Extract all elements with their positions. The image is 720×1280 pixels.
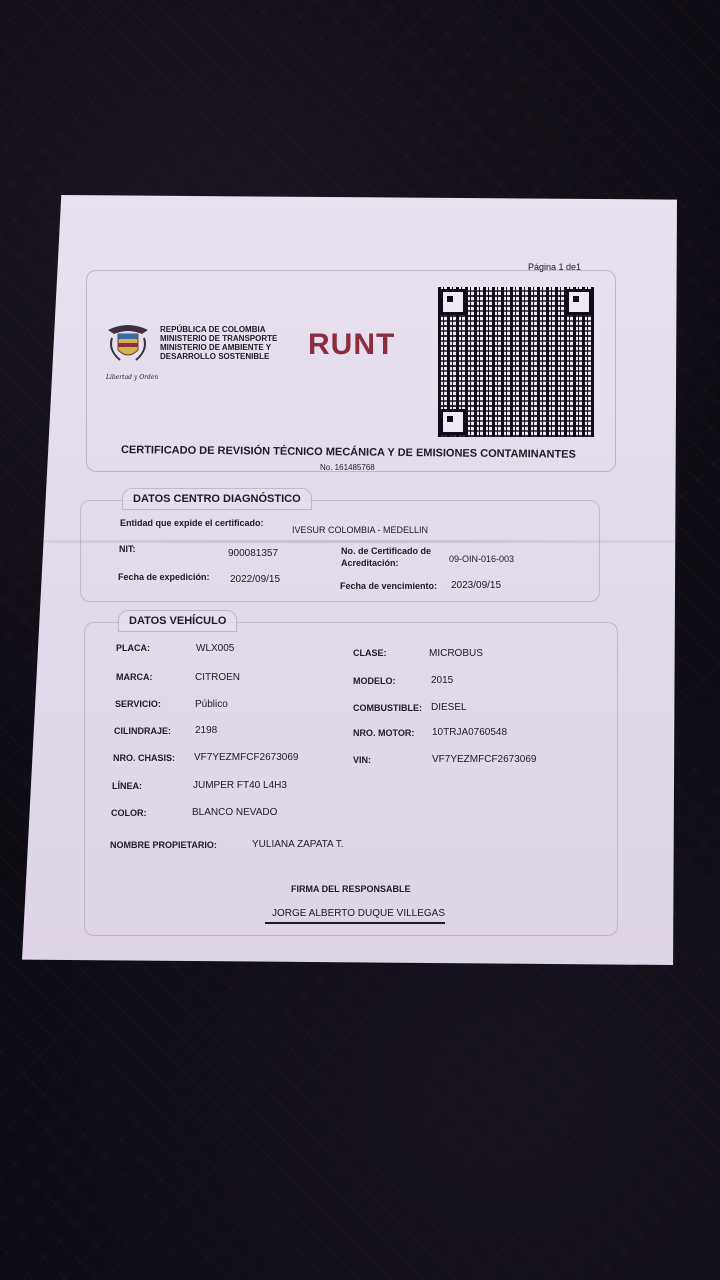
issuer-line-4: DESARROLLO SOSTENIBLE	[160, 352, 270, 361]
cilindraje-label: CILINDRAJE:	[114, 726, 172, 736]
acreditacion-label-2: Acreditación:	[341, 558, 399, 568]
clase-value: MICROBUS	[429, 648, 483, 659]
chasis-label: NRO. CHASIS:	[113, 753, 176, 763]
vin-value: VF7YEZMFCF2673069	[432, 754, 537, 765]
qr-finder-top-right	[566, 289, 592, 315]
acreditacion-label-1: No. de Certificado de	[341, 546, 432, 556]
firma-label: FIRMA DEL RESPONSABLE	[291, 884, 411, 894]
marca-value: CITROEN	[195, 672, 240, 683]
propietario-value: YULIANA ZAPATA T.	[252, 839, 344, 850]
certificate-number: No. 161485768	[320, 463, 375, 472]
placa-label: PLACA:	[116, 643, 150, 653]
combustible-value: DIESEL	[431, 702, 467, 713]
propietario-label: NOMBRE PROPIETARIO:	[110, 840, 217, 850]
linea-label: LÍNEA:	[112, 781, 142, 791]
runt-logo: RUNT	[308, 328, 396, 361]
qr-code	[438, 287, 594, 437]
coat-of-arms-icon	[104, 320, 152, 370]
clase-label: CLASE:	[353, 648, 387, 658]
modelo-value: 2015	[431, 675, 454, 686]
issuer-line-3: MINISTERIO DE AMBIENTE Y	[160, 343, 272, 352]
modelo-label: MODELO:	[353, 676, 396, 686]
vehiculo-heading: DATOS VEHÍCULO	[118, 610, 237, 632]
nit-label: NIT:	[119, 544, 136, 554]
nit-value: 900081357	[228, 548, 279, 559]
vencimiento-value: 2023/09/15	[451, 580, 502, 591]
expedicion-label: Fecha de expedición:	[118, 572, 210, 582]
entidad-label: Entidad que expide el certificado:	[120, 518, 264, 528]
marca-label: MARCA:	[116, 672, 153, 682]
signature-line	[265, 922, 445, 924]
firma-name: JORGE ALBERTO DUQUE VILLEGAS	[272, 908, 446, 919]
centro-heading: DATOS CENTRO DIAGNÓSTICO	[122, 488, 312, 510]
chasis-value: VF7YEZMFCF2673069	[194, 752, 299, 763]
motor-value: 10TRJA0760548	[432, 727, 508, 738]
motor-label: NRO. MOTOR:	[353, 728, 415, 738]
certificate-title: CERTIFICADO DE REVISIÓN TÉCNICO MECÁNICA Y DE EMISIONES CONTAMINANTES	[120, 444, 576, 461]
color-label: COLOR:	[111, 808, 147, 818]
placa-value: WLX005	[196, 643, 235, 654]
page-label: Página 1 de1	[528, 262, 582, 272]
color-value: BLANCO NEVADO	[192, 807, 278, 818]
qr-finder-top-left	[440, 289, 466, 315]
servicio-value: Público	[195, 699, 228, 710]
qr-finder-bottom-left	[440, 409, 466, 435]
entidad-value: IVESUR COLOMBIA - MEDELLIN	[292, 525, 429, 535]
issuer-line-1: REPÚBLICA DE COLOMBIA	[160, 325, 266, 334]
vin-label: VIN:	[353, 755, 371, 765]
motto-text: Libertad y Orden	[106, 374, 159, 381]
combustible-label: COMBUSTIBLE:	[353, 703, 422, 713]
vencimiento-label: Fecha de vencimiento:	[340, 581, 438, 591]
cilindraje-value: 2198	[195, 725, 218, 736]
linea-value: JUMPER FT40 L4H3	[193, 780, 287, 791]
servicio-label: SERVICIO:	[115, 699, 161, 709]
acreditacion-value: 09-OIN-016-003	[449, 554, 515, 564]
expedicion-value: 2022/09/15	[230, 574, 281, 585]
issuer-line-2: MINISTERIO DE TRANSPORTE	[160, 334, 278, 343]
